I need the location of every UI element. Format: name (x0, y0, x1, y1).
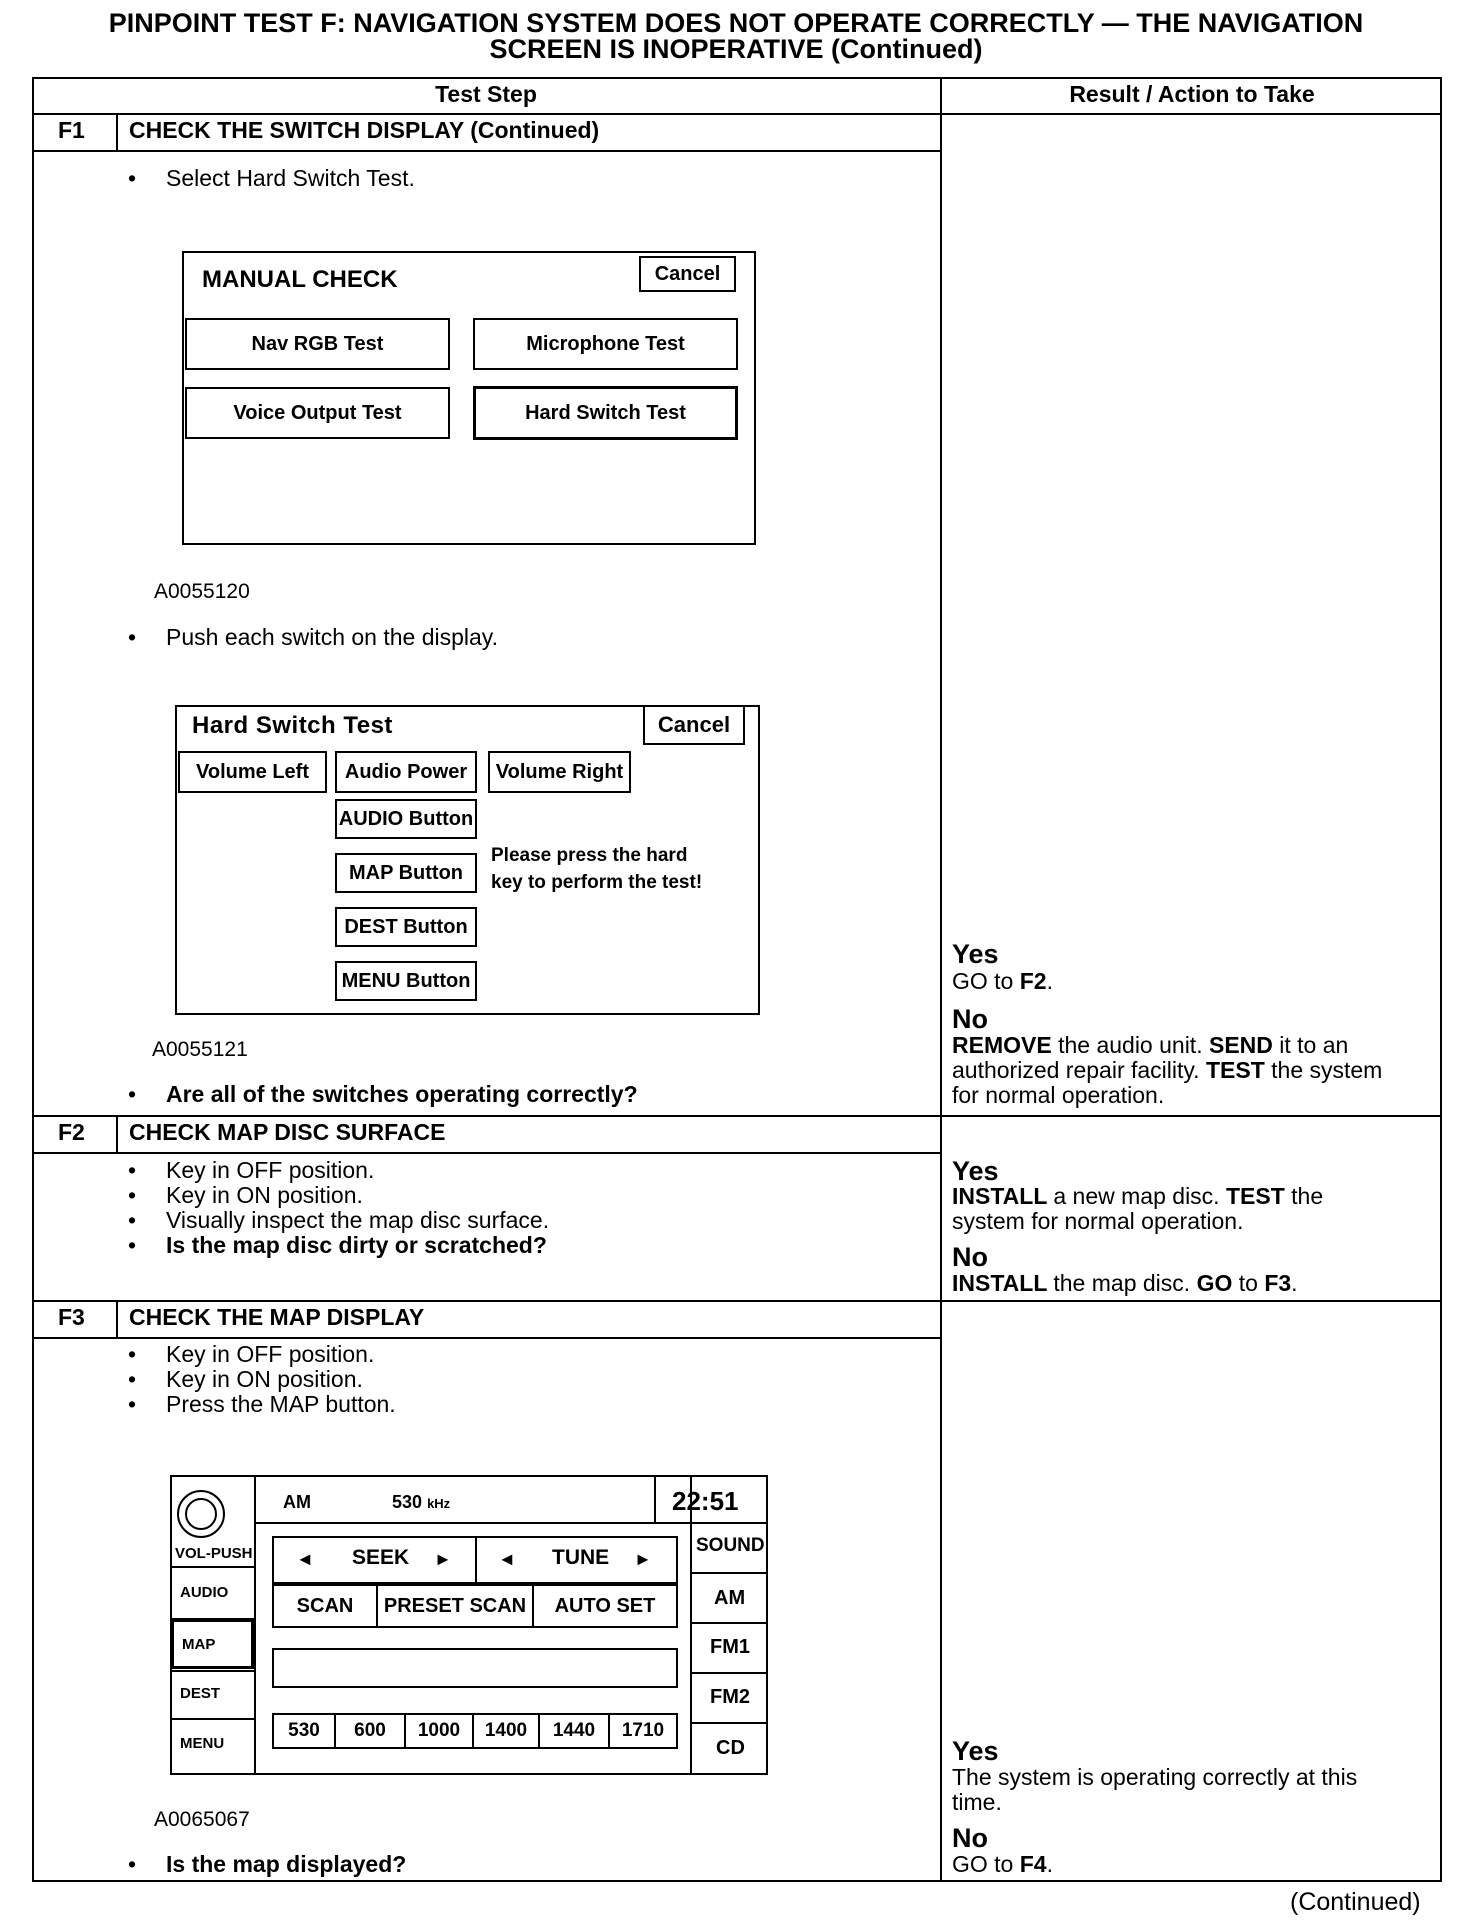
volume-left-button[interactable]: Volume Left (178, 751, 327, 793)
nav-rgb-test-button[interactable]: Nav RGB Test (185, 318, 450, 370)
text-line: system for normal operation. (952, 1208, 1244, 1234)
text-span: TEST (1225, 1183, 1292, 1209)
volume-knob-icon (176, 1489, 226, 1539)
f2-no-label: No (952, 1242, 988, 1272)
f3-yes-label: Yes (952, 1736, 999, 1766)
f2-header-underline (32, 1152, 940, 1154)
text-line (952, 1058, 1442, 1083)
separator (690, 1672, 768, 1674)
dest-button[interactable]: DEST Button (335, 907, 477, 947)
audio-button[interactable]: AUDIO (180, 1584, 229, 1601)
f1-no-label: No (952, 1004, 988, 1034)
text-span: to (1238, 1270, 1265, 1296)
text-line: time. (952, 1789, 1002, 1815)
voice-output-test-button[interactable]: Voice Output Test (185, 387, 450, 439)
f3-question: Is the map displayed? (166, 1851, 407, 1877)
hard-switch-test-title: Hard Switch Test (192, 712, 393, 739)
auto-set-button[interactable]: AUTO SET (554, 1594, 656, 1617)
band-label: AM (283, 1492, 311, 1512)
text-span: INSTALL (952, 1270, 1054, 1296)
message-line-1: Please press the hard (491, 845, 688, 866)
title-line-1: PINPOINT TEST F: NAVIGATION SYSTEM DOES NOT OPERATE CORRECTLY — THE NAVIGATION (108, 8, 1364, 38)
preset-button[interactable]: 530 (272, 1713, 336, 1749)
bullet: • (128, 165, 137, 191)
frequency-number: 530 (392, 1492, 423, 1512)
text-span: the map disc. (1053, 1270, 1197, 1296)
right-panel-divider (690, 1475, 692, 1775)
bullet: • (128, 1366, 137, 1392)
text-span: TEST (1205, 1057, 1272, 1083)
separator (690, 1572, 768, 1574)
preset-scan-button[interactable]: PRESET SCAN (383, 1594, 527, 1617)
radio-text-display (272, 1648, 678, 1688)
text-line: The system is operating correctly at this (952, 1764, 1358, 1790)
text-span: the system (1271, 1057, 1383, 1083)
figure-caption: A0065067 (154, 1808, 250, 1831)
f2-step: Key in ON position. (166, 1182, 363, 1208)
text-span: authorized repair facility. (952, 1057, 1206, 1083)
bullet: • (128, 1207, 137, 1233)
header-row-divider (32, 113, 1442, 115)
microphone-test-button[interactable]: Microphone Test (473, 318, 738, 370)
f2-step: Visually inspect the map disc surface. (166, 1207, 550, 1233)
f1-id-divider (116, 113, 118, 151)
f3-no-label: No (952, 1823, 988, 1853)
text-line (952, 1184, 1442, 1209)
left-panel-divider (254, 1475, 256, 1775)
step-ref: F3 (1264, 1270, 1292, 1296)
f2-step: Key in OFF position. (166, 1157, 375, 1183)
bullet: • (128, 1081, 137, 1107)
text-span: a new map disc. (1053, 1183, 1226, 1209)
text-span: the audio unit. (1058, 1032, 1209, 1058)
am-button[interactable]: AM (714, 1587, 746, 1609)
manual-check-title: MANUAL CHECK (202, 266, 398, 293)
f3-step-heading: CHECK THE MAP DISPLAY (129, 1304, 425, 1330)
f1-step-push: Push each switch on the display. (166, 624, 498, 650)
fm1-button[interactable]: FM1 (710, 1636, 750, 1658)
col-divider (940, 77, 942, 1882)
f3-step-id: F3 (58, 1304, 85, 1330)
bullet: • (128, 624, 137, 650)
hard-key-message (491, 842, 702, 896)
text-span: . (1291, 1270, 1298, 1296)
title-line-2: SCREEN IS INOPERATIVE (Continued) (489, 34, 983, 64)
preset-button[interactable]: 1710 (608, 1713, 678, 1749)
status-bar-underline (254, 1522, 768, 1524)
f3-yes-action (952, 1765, 1442, 1815)
fm2-button[interactable]: FM2 (710, 1686, 750, 1708)
f2-no-action (952, 1271, 1442, 1296)
text-span: INSTALL (952, 1183, 1054, 1209)
vol-push-label: VOL-PUSH (175, 1545, 253, 1562)
f2-yes-action (952, 1184, 1442, 1234)
figure-caption: A0055121 (152, 1038, 248, 1061)
f1-yes-action (952, 969, 1442, 994)
f2-id-divider (116, 1115, 118, 1153)
text-span: the (1291, 1183, 1324, 1209)
frequency-unit: kHz (427, 1496, 451, 1511)
audio-power-button[interactable]: Audio Power (335, 751, 477, 793)
text-span: . (1046, 968, 1053, 994)
cd-button[interactable]: CD (716, 1737, 745, 1759)
text-line: for normal operation. (952, 1082, 1165, 1108)
seek-back-icon[interactable]: ◄ (296, 1549, 314, 1569)
text-span: it to an (1279, 1032, 1349, 1058)
f2-step-id: F2 (58, 1119, 85, 1145)
col-header-test-step: Test Step (435, 81, 537, 107)
seek-forward-icon[interactable]: ► (434, 1549, 452, 1569)
sound-button[interactable]: SOUND (696, 1535, 765, 1556)
tune-back-icon[interactable]: ◄ (498, 1549, 516, 1569)
tune-forward-icon[interactable]: ► (634, 1549, 652, 1569)
text-span: GO to (952, 968, 1020, 994)
text-line (952, 1033, 1442, 1058)
separator (170, 1566, 256, 1568)
preset-button[interactable]: 600 (334, 1713, 406, 1749)
text-span: GO (1196, 1270, 1239, 1296)
dest-button[interactable]: DEST (180, 1685, 221, 1702)
hard-switch-test-button[interactable]: Hard Switch Test (473, 386, 738, 440)
bullet: • (128, 1851, 137, 1877)
f1-step-select: Select Hard Switch Test. (166, 165, 415, 191)
f2-yes-label: Yes (952, 1156, 999, 1186)
step-ref: F4 (1019, 1851, 1047, 1877)
f3-no-action (952, 1852, 1442, 1877)
audio-button[interactable]: AUDIO Button (335, 799, 477, 839)
frequency-value (392, 1492, 450, 1513)
f2-step-heading: CHECK MAP DISC SURFACE (129, 1119, 446, 1145)
bullet: • (128, 1157, 137, 1183)
text-span: . (1046, 1851, 1053, 1877)
volume-knob-icon[interactable] (176, 1489, 226, 1539)
step-ref: F2 (1019, 968, 1047, 994)
page-title (0, 10, 1472, 62)
seek-label: SEEK (352, 1546, 410, 1569)
col-header-result: Result / Action to Take (1069, 81, 1315, 107)
menu-button[interactable]: MENU (180, 1735, 225, 1752)
volume-right-button[interactable]: Volume Right (488, 751, 631, 793)
scan-button[interactable]: SCAN (296, 1594, 354, 1617)
f1-question: Are all of the switches operating correctly? (166, 1081, 638, 1107)
clock-divider (654, 1475, 656, 1523)
cancel-button[interactable]: Cancel (643, 705, 745, 745)
bullet: • (128, 1232, 137, 1258)
menu-button[interactable]: MENU Button (335, 961, 477, 1001)
bullet: • (128, 1182, 137, 1208)
f2-question: Is the map disc dirty or scratched? (166, 1232, 547, 1258)
text-span: SEND (1208, 1032, 1280, 1058)
f1-header-underline (32, 150, 940, 152)
separator (690, 1722, 768, 1724)
f3-header-underline (32, 1337, 940, 1339)
bullet: • (128, 1341, 137, 1367)
separator (475, 1536, 477, 1584)
cancel-button[interactable]: Cancel (639, 256, 736, 292)
continued-footer: (Continued) (1290, 1888, 1421, 1916)
separator (690, 1622, 768, 1624)
f1-step-heading: CHECK THE SWITCH DISPLAY (Continued) (129, 117, 600, 143)
f3-step: Key in ON position. (166, 1366, 363, 1392)
bullet: • (128, 1391, 137, 1417)
figure-caption: A0055120 (154, 580, 250, 603)
f3-id-divider (116, 1300, 118, 1338)
f3-step: Key in OFF position. (166, 1341, 375, 1367)
f3-step: Press the MAP button. (166, 1391, 396, 1417)
message-line-2: key to perform the test! (491, 872, 703, 893)
clock: 22:51 (672, 1486, 739, 1516)
f1-no-action (952, 1033, 1442, 1108)
map-button-label: MAP (182, 1636, 216, 1653)
f1-step-id: F1 (58, 117, 85, 143)
preset-button[interactable]: 1440 (538, 1713, 610, 1749)
row-divider (32, 1115, 1442, 1117)
map-button[interactable]: MAP Button (335, 853, 477, 893)
text-span: REMOVE (952, 1032, 1059, 1058)
tune-label: TUNE (552, 1546, 610, 1569)
text-span: GO to (952, 1851, 1020, 1877)
preset-button[interactable]: 1400 (472, 1713, 540, 1749)
preset-button[interactable]: 1000 (404, 1713, 474, 1749)
row-divider (32, 1300, 1442, 1302)
f1-yes-label: Yes (952, 939, 999, 969)
separator (170, 1670, 256, 1672)
separator (170, 1718, 256, 1720)
